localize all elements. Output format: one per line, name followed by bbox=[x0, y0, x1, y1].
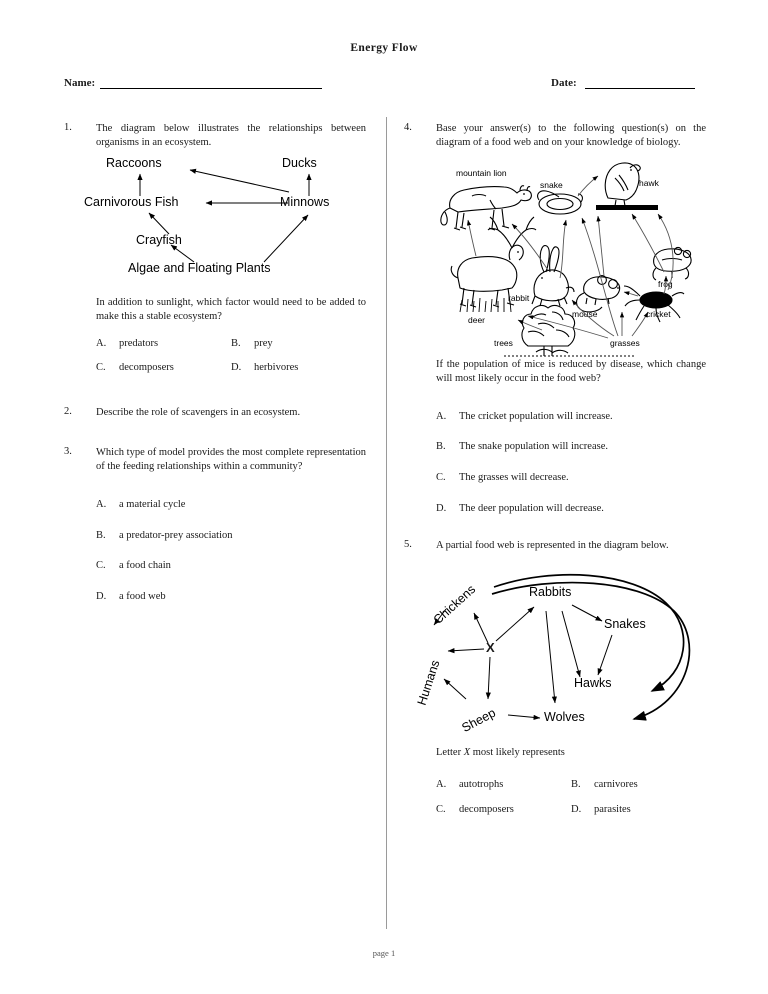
choice-text: The deer population will decrease. bbox=[459, 502, 604, 514]
label-trees: trees bbox=[494, 337, 513, 348]
question-4-text: Base your answer(s) to the following question(s) on the diagram of a food web and on your knowledge of biology. bbox=[436, 123, 706, 148]
diagram-5-node-hawks: Hawks bbox=[574, 676, 612, 691]
diagram-1-node-crayfish: Crayfish bbox=[136, 232, 182, 247]
question-1-text: The diagram below illustrates the relationships between organisms in an ecosystem. bbox=[96, 123, 366, 148]
question-5-stem bbox=[436, 747, 706, 758]
question-4-choice-d[interactable] bbox=[436, 502, 706, 516]
question-4-choice-b[interactable] bbox=[436, 440, 706, 454]
diagram-5-node-snakes: Snakes bbox=[604, 617, 646, 632]
question-4 bbox=[404, 122, 706, 515]
mouse-icon bbox=[577, 276, 620, 312]
choice-letter: C. bbox=[436, 472, 446, 484]
question-4-choice-c[interactable] bbox=[436, 471, 706, 485]
date-field-row bbox=[551, 77, 695, 89]
choice-letter: B. bbox=[436, 441, 446, 453]
question-2-text: Describe the role of scavengers in an ecosystem. bbox=[96, 407, 301, 419]
choice-letter: B. bbox=[571, 779, 581, 791]
question-3-number: 3. bbox=[64, 446, 72, 458]
question-3 bbox=[64, 446, 366, 603]
question-3-choice-a[interactable] bbox=[96, 498, 366, 512]
page-footer: page 1 bbox=[372, 948, 396, 958]
question-5-choice-d[interactable] bbox=[571, 803, 706, 817]
date-input-rule[interactable] bbox=[585, 77, 695, 89]
name-field-row bbox=[64, 77, 322, 89]
diagram-1-node-raccoons: Raccoons bbox=[106, 155, 162, 170]
question-5 bbox=[404, 539, 706, 827]
choice-letter: C. bbox=[96, 362, 106, 374]
right-column bbox=[404, 122, 706, 828]
question-4-choices bbox=[436, 410, 706, 516]
name-input-rule[interactable] bbox=[100, 77, 322, 89]
diagram-1-node-carnivorous-fish: Carnivorous Fish bbox=[84, 194, 179, 209]
choice-letter: C. bbox=[436, 803, 446, 815]
choice-text: The grasses will decrease. bbox=[459, 472, 569, 484]
choice-text: parasites bbox=[594, 803, 631, 815]
diagram-1-node-minnows: Minnows bbox=[280, 194, 330, 209]
label-frog: frog bbox=[658, 278, 673, 289]
label-cricket: cricket bbox=[646, 308, 671, 319]
question-5-stem-suffix: most likely represents bbox=[472, 747, 565, 759]
question-2 bbox=[64, 406, 366, 420]
diagram-5-node-sheep: Sheep bbox=[459, 705, 498, 736]
choice-letter: D. bbox=[571, 803, 582, 815]
partial-food-web-diagram bbox=[414, 563, 706, 736]
choice-text: autotrophs bbox=[459, 779, 504, 791]
name-label: Name: bbox=[64, 77, 96, 89]
label-mouse: mouse bbox=[572, 308, 598, 319]
question-5-number: 5. bbox=[404, 539, 412, 551]
choice-text: predators bbox=[119, 337, 159, 349]
choice-text: The snake population will increase. bbox=[459, 441, 608, 453]
question-5-text: A partial food web is represented in the diagram below. bbox=[436, 540, 669, 552]
left-column bbox=[64, 122, 366, 615]
question-4-number: 4. bbox=[404, 122, 412, 133]
ecosystem-diagram-1-arrows bbox=[84, 155, 366, 296]
label-snake: snake bbox=[540, 179, 563, 190]
choice-letter: B. bbox=[96, 529, 106, 541]
question-3-choices bbox=[96, 498, 366, 604]
choice-text: The cricket population will increase. bbox=[459, 410, 613, 422]
diagram-1-node-ducks: Ducks bbox=[282, 155, 317, 170]
choice-text: carnivores bbox=[594, 779, 638, 791]
choice-letter: D. bbox=[231, 362, 242, 374]
question-1-choice-c[interactable] bbox=[96, 361, 231, 375]
date-label: Date: bbox=[551, 77, 577, 89]
question-1-choice-b[interactable] bbox=[231, 337, 366, 351]
choice-letter: D. bbox=[436, 502, 447, 514]
question-1-stem: In addition to sunlight, which factor would need to be added to make this a stable ecosystem? bbox=[96, 296, 366, 322]
question-5-choice-a[interactable] bbox=[436, 778, 571, 792]
ecosystem-diagram-1 bbox=[84, 155, 366, 296]
choice-letter: A. bbox=[436, 410, 447, 422]
diagram-5-node-x: X bbox=[486, 640, 495, 656]
question-4-stem: If the population of mice is reduced by disease, which change will most likely occur in the food web? bbox=[436, 358, 706, 384]
rabbit-icon bbox=[532, 245, 574, 305]
choice-text: a food chain bbox=[119, 560, 171, 572]
choice-text: a food web bbox=[119, 590, 166, 602]
question-4-choice-a[interactable] bbox=[436, 410, 706, 424]
choice-letter: A. bbox=[96, 498, 107, 510]
question-5-stem-variable: X bbox=[463, 747, 471, 759]
label-rabbit: rabbit bbox=[508, 292, 530, 303]
diagram-5-node-humans: Humans bbox=[414, 658, 443, 708]
question-1-choice-d[interactable] bbox=[231, 361, 366, 375]
illustrated-food-web-diagram bbox=[432, 160, 708, 358]
question-1-choices bbox=[96, 337, 366, 386]
label-mountain-lion: mountain lion bbox=[456, 167, 507, 178]
label-grasses: grasses bbox=[610, 337, 640, 348]
choice-letter: A. bbox=[96, 337, 107, 349]
question-1-choice-a[interactable] bbox=[96, 337, 231, 351]
column-divider bbox=[386, 117, 387, 929]
choice-text: decomposers bbox=[459, 803, 514, 815]
label-hawk: hawk bbox=[639, 177, 659, 188]
snake-icon bbox=[538, 191, 583, 214]
choice-text: prey bbox=[254, 337, 273, 349]
choice-letter: A. bbox=[436, 779, 447, 791]
question-3-text: Which type of model provides the most complete representation of the feeding relationships within a community? bbox=[96, 447, 366, 472]
question-5-stem-prefix: Letter bbox=[436, 747, 462, 759]
hawk-icon bbox=[605, 163, 640, 206]
diagram-5-node-chickens: Chickens bbox=[430, 582, 479, 628]
question-2-number: 2. bbox=[64, 406, 72, 418]
question-3-choice-c[interactable] bbox=[96, 559, 366, 573]
choice-text: decomposers bbox=[119, 362, 174, 374]
choice-letter: C. bbox=[96, 560, 106, 572]
choice-text: a material cycle bbox=[119, 498, 186, 510]
diagram-5-node-wolves: Wolves bbox=[544, 710, 585, 725]
choice-text: herbivores bbox=[254, 362, 299, 374]
hawk-branch-icon bbox=[596, 205, 658, 210]
diagram-5-node-rabbits: Rabbits bbox=[529, 585, 572, 600]
trees-icon bbox=[522, 305, 575, 355]
question-1 bbox=[64, 122, 366, 386]
question-5-choice-c[interactable] bbox=[436, 803, 571, 817]
question-3-choice-b[interactable] bbox=[96, 529, 366, 543]
choice-text: a predator-prey association bbox=[119, 529, 233, 541]
question-5-choice-b[interactable] bbox=[571, 778, 706, 792]
question-3-choice-d[interactable] bbox=[96, 590, 366, 604]
deer-grass-icon bbox=[460, 298, 511, 312]
question-1-number: 1. bbox=[64, 122, 72, 133]
mountain-lion-icon bbox=[441, 186, 532, 230]
page-title: Energy Flow bbox=[350, 42, 418, 54]
label-deer: deer bbox=[468, 314, 486, 325]
question-5-choices bbox=[436, 778, 706, 827]
diagram-1-node-algae: Algae and Floating Plants bbox=[128, 260, 271, 275]
choice-letter: D. bbox=[96, 590, 107, 602]
choice-letter: B. bbox=[231, 337, 241, 349]
